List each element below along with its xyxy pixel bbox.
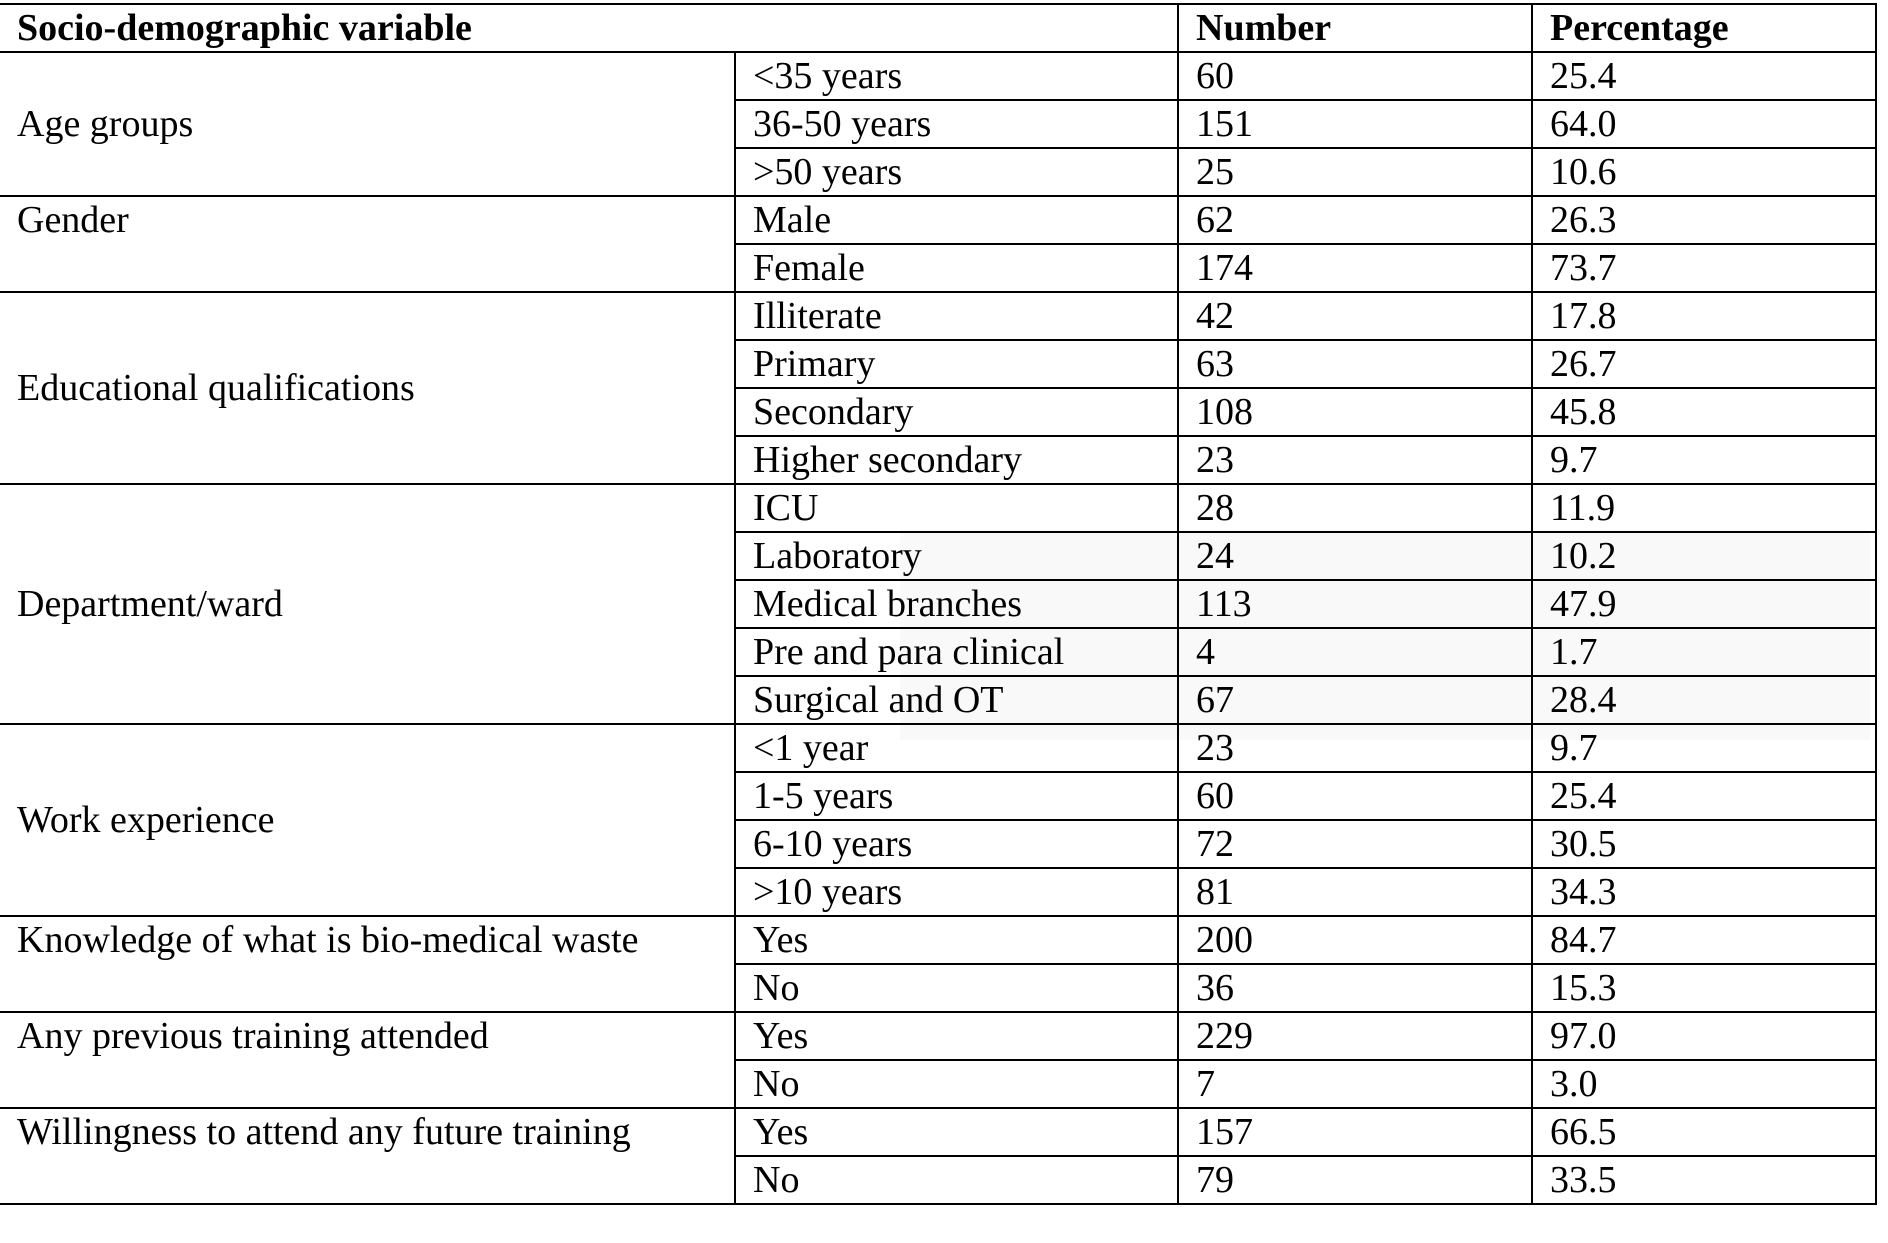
category-cell: Female [735,244,1178,292]
category-cell: Yes [735,1108,1178,1156]
header-number: Number [1178,4,1532,52]
table-row [0,484,1876,532]
number-cell: 63 [1178,340,1532,388]
percentage-cell: 33.5 [1532,1156,1876,1204]
category-cell: No [735,1060,1178,1108]
category-cell: 36-50 years [735,100,1178,148]
number-cell: 24 [1178,532,1532,580]
number-cell: 28 [1178,484,1532,532]
group-label: Willingness to attend any future training [0,1108,735,1204]
percentage-cell: 10.2 [1532,532,1876,580]
category-cell: Medical branches [735,580,1178,628]
category-cell: Yes [735,916,1178,964]
table-row [0,292,1876,340]
number-cell: 62 [1178,196,1532,244]
percentage-cell: 17.8 [1532,292,1876,340]
group-label: Knowledge of what is bio-medical waste [0,916,735,1012]
table-row [0,52,1876,100]
number-cell: 151 [1178,100,1532,148]
percentage-cell: 25.4 [1532,52,1876,100]
table-row [0,196,1876,244]
percentage-cell: 25.4 [1532,772,1876,820]
table-body [0,52,1876,1204]
category-cell: >10 years [735,868,1178,916]
table-row [0,1012,1876,1060]
group-label: Educational qualifications [0,292,735,484]
category-cell: ICU [735,484,1178,532]
category-cell: Surgical and OT [735,676,1178,724]
category-cell: No [735,1156,1178,1204]
table-row [0,724,1876,772]
group-label: Any previous training attended [0,1012,735,1108]
number-cell: 23 [1178,436,1532,484]
percentage-cell: 66.5 [1532,1108,1876,1156]
number-cell: 60 [1178,772,1532,820]
category-cell: <35 years [735,52,1178,100]
number-cell: 174 [1178,244,1532,292]
category-cell: 6-10 years [735,820,1178,868]
percentage-cell: 9.7 [1532,724,1876,772]
table-header-row [0,4,1876,52]
group-label: Age groups [0,52,735,196]
percentage-cell: 84.7 [1532,916,1876,964]
category-cell: Pre and para clinical [735,628,1178,676]
percentage-cell: 9.7 [1532,436,1876,484]
number-cell: 72 [1178,820,1532,868]
group-label: Department/ward [0,484,735,724]
header-percentage: Percentage [1532,4,1876,52]
category-cell: Yes [735,1012,1178,1060]
number-cell: 4 [1178,628,1532,676]
percentage-cell: 26.3 [1532,196,1876,244]
number-cell: 81 [1178,868,1532,916]
number-cell: 23 [1178,724,1532,772]
number-cell: 36 [1178,964,1532,1012]
number-cell: 157 [1178,1108,1532,1156]
percentage-cell: 73.7 [1532,244,1876,292]
percentage-cell: 1.7 [1532,628,1876,676]
category-cell: No [735,964,1178,1012]
percentage-cell: 10.6 [1532,148,1876,196]
number-cell: 229 [1178,1012,1532,1060]
table-row [0,916,1876,964]
number-cell: 7 [1178,1060,1532,1108]
table-row [0,1108,1876,1156]
category-cell: Male [735,196,1178,244]
percentage-cell: 15.3 [1532,964,1876,1012]
category-cell: 1-5 years [735,772,1178,820]
category-cell: Higher secondary [735,436,1178,484]
header-variable: Socio-demographic variable [0,4,1178,52]
percentage-cell: 26.7 [1532,340,1876,388]
group-label: Work experience [0,724,735,916]
number-cell: 108 [1178,388,1532,436]
category-cell: Laboratory [735,532,1178,580]
percentage-cell: 45.8 [1532,388,1876,436]
category-cell: Illiterate [735,292,1178,340]
percentage-cell: 28.4 [1532,676,1876,724]
category-cell: >50 years [735,148,1178,196]
percentage-cell: 11.9 [1532,484,1876,532]
number-cell: 200 [1178,916,1532,964]
percentage-cell: 3.0 [1532,1060,1876,1108]
group-label: Gender [0,196,735,292]
number-cell: 113 [1178,580,1532,628]
number-cell: 60 [1178,52,1532,100]
category-cell: Secondary [735,388,1178,436]
number-cell: 42 [1178,292,1532,340]
number-cell: 67 [1178,676,1532,724]
category-cell: <1 year [735,724,1178,772]
number-cell: 79 [1178,1156,1532,1204]
percentage-cell: 34.3 [1532,868,1876,916]
percentage-cell: 47.9 [1532,580,1876,628]
percentage-cell: 30.5 [1532,820,1876,868]
number-cell: 25 [1178,148,1532,196]
socio-demographic-table [0,3,1877,1205]
category-cell: Primary [735,340,1178,388]
percentage-cell: 64.0 [1532,100,1876,148]
percentage-cell: 97.0 [1532,1012,1876,1060]
